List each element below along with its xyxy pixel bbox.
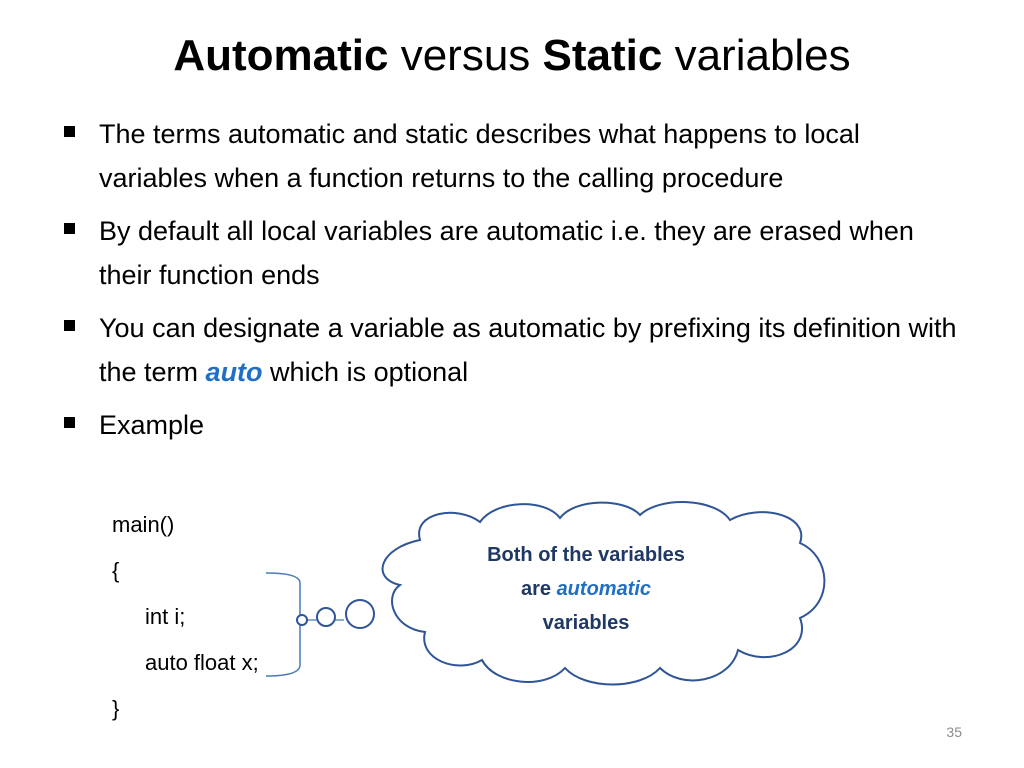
code-line: { [112,558,120,583]
code-line: int i; [145,604,186,629]
code-line: auto float x; [145,650,259,675]
thought-bubble-medium [317,608,335,626]
callout-line-prefix: are [520,578,557,600]
bracket-shape [266,573,300,676]
bullet-text: The terms automatic and static describes what happens to local variables when a function returns to the calling procedure [99,119,860,193]
code-line: } [112,696,120,721]
callout-line [450,572,722,606]
callout-line: Both of the variables [487,544,685,566]
bullet-text: You can designate a variable as automatic by prefixing its definition with the term [99,313,957,387]
auto-keyword: auto [205,357,263,387]
bullet-text: which is optional [262,357,469,387]
code-line: main() [112,512,175,537]
cloud-callout-text [450,538,722,640]
automatic-keyword: automatic [556,578,652,600]
callout-line: variables [542,612,630,634]
thought-bubble-small [297,615,307,625]
bullet-text: By default all local variables are automatic i.e. they are erased when their function ends [99,216,914,290]
title-static: Static [542,31,663,80]
bullet-text: Example [99,410,205,440]
title-variables: variables [662,31,851,80]
title-versus: versus [388,31,543,80]
title-automatic: Automatic [173,31,389,80]
thought-bubble-large [346,600,374,628]
slide-number: 35 [946,724,962,740]
